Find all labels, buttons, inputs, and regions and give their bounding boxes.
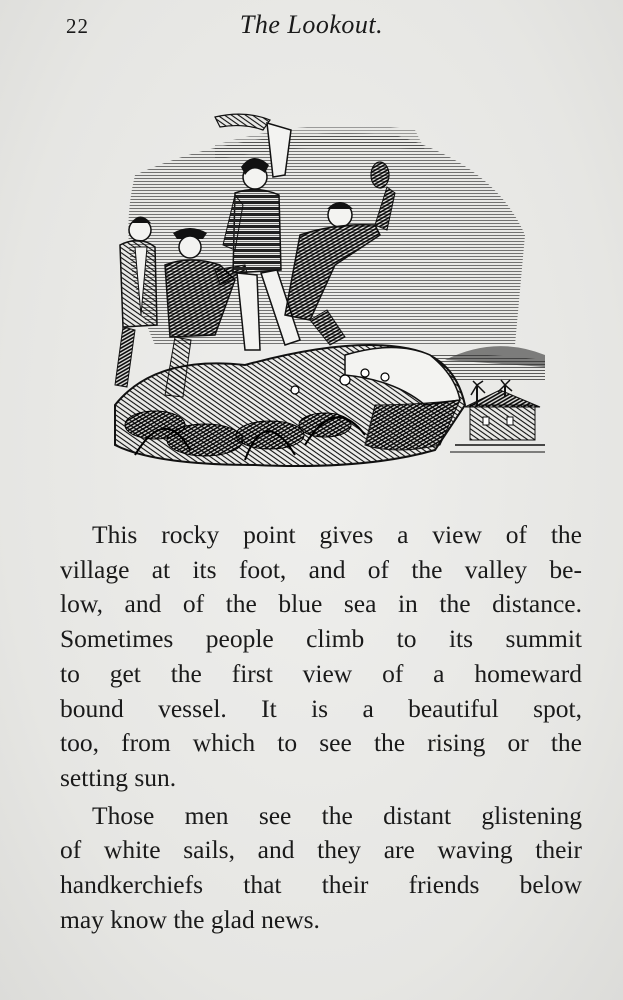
text-line: setting sun. [60, 762, 177, 792]
text-line: of white sails, and they are waving their [60, 835, 582, 865]
text-line: village at its foot, and of the valley be- [60, 554, 582, 584]
text-line: to get the first view of a homeward [60, 658, 582, 688]
text-line: bound vessel. It is a beautiful spot, [60, 693, 582, 723]
text-line: too, from which to see the rising or the [60, 728, 582, 758]
text-line: This rocky point gives a view of the [92, 520, 582, 549]
text-line: handkerchiefs that their friends below [60, 870, 582, 900]
text-line: Sometimes people climb to its summit [60, 624, 582, 654]
engraving-men-waving-on-rock-icon [95, 105, 550, 475]
body-text [60, 518, 582, 937]
running-title: The Lookout. [239, 10, 384, 39]
text-line: may know the glad news. [60, 904, 320, 934]
village-drawing [450, 380, 545, 452]
text-line: low, and of the blue sea in the distance. [60, 589, 582, 619]
paragraph-2 [60, 799, 582, 938]
paragraph-1 [60, 518, 582, 796]
text-line: Those men see the distant glistening [92, 800, 582, 830]
page-number: 22 [66, 14, 89, 38]
